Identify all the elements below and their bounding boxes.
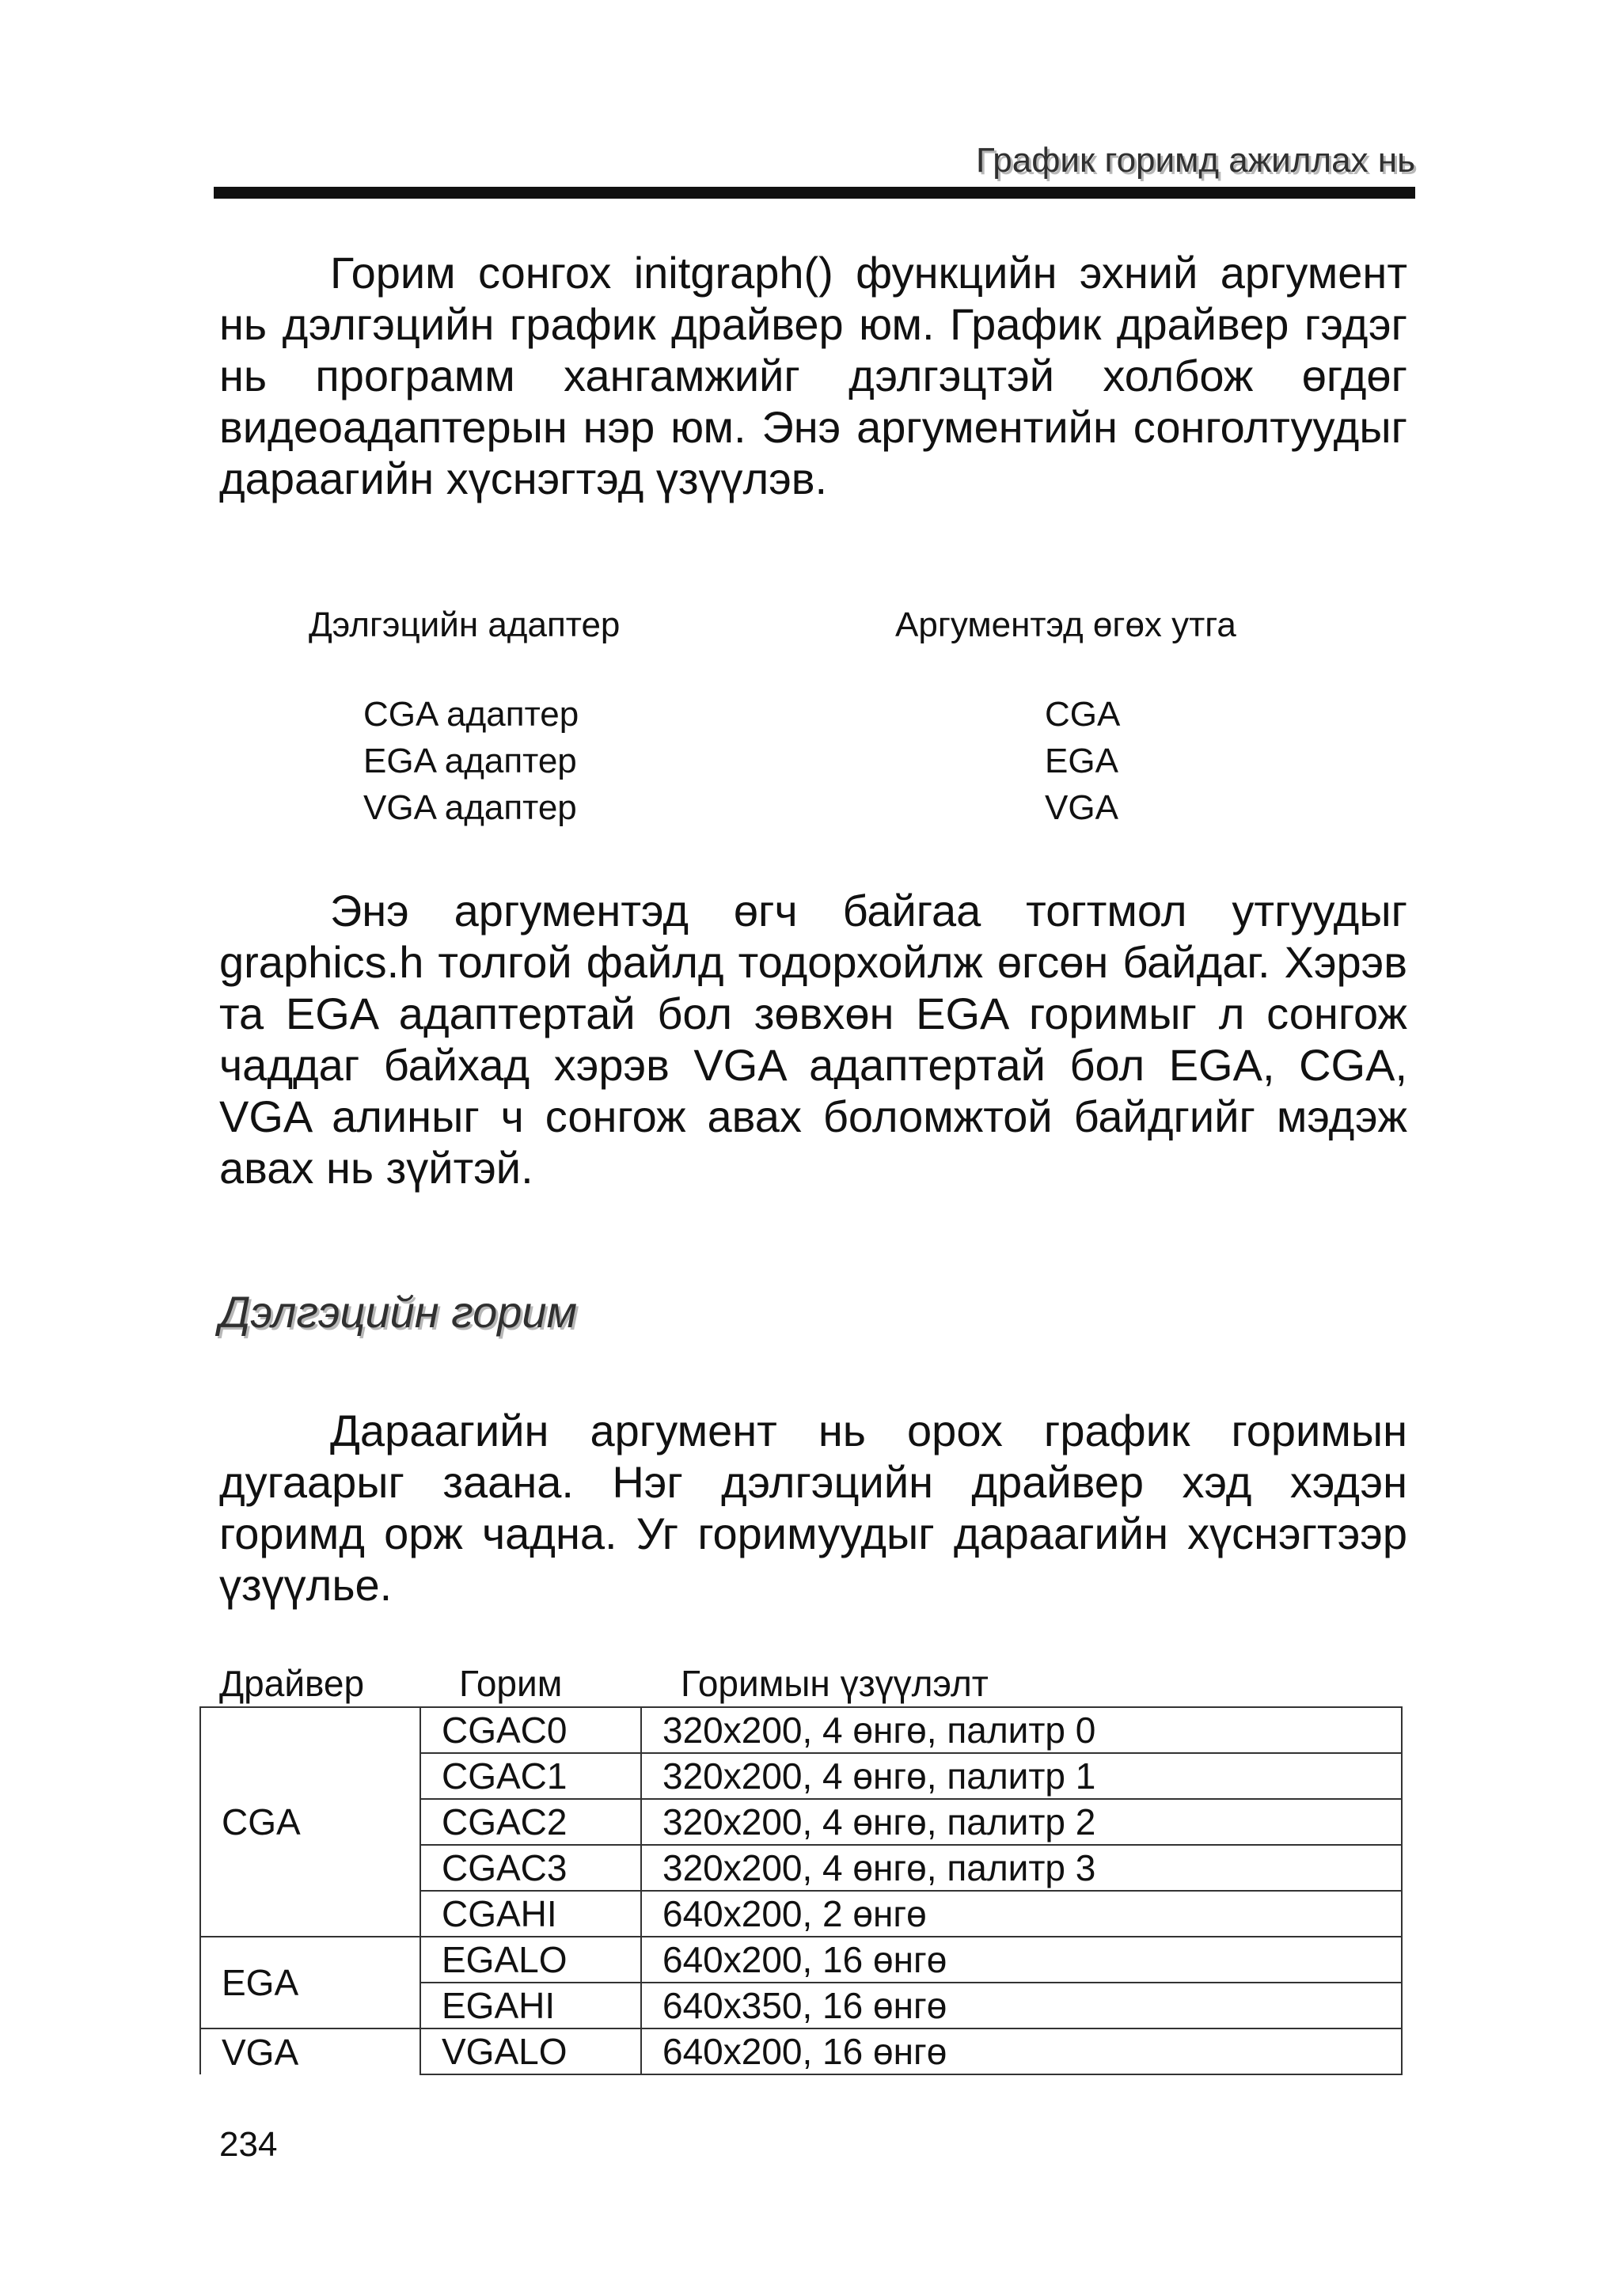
mode-cell: CGAC3 [420, 1845, 641, 1891]
paragraph-modes [219, 1405, 1407, 1611]
mode-description-cell: 320x200, 4 өнгө, палитр 2 [641, 1799, 1402, 1845]
modes-table [199, 1706, 1403, 2075]
adapter-row-name: VGA адаптер [363, 788, 577, 827]
mode-cell: VGALO [420, 2028, 641, 2074]
adapter-row-value: CGA [1045, 695, 1121, 734]
table-row [200, 1937, 1402, 1983]
mode-cell: CGAC1 [420, 1753, 641, 1799]
modes-header-description: Горимын үзүүлэлт [681, 1663, 989, 1704]
mode-description-cell: 640x200, 2 өнгө [641, 1891, 1402, 1937]
page-number: 234 [219, 2125, 278, 2164]
section-heading: Дэлгэцийн горим [219, 1287, 577, 1337]
adapter-row-value: EGA [1045, 742, 1118, 780]
mode-cell: CGAC2 [420, 1799, 641, 1845]
driver-cell: VGA [200, 2028, 420, 2074]
paragraph-graphics-h-text: Энэ аргументэд өгч байгаа тогтмол утгуудыг graphics.h толгой файлд тодорхойлж өгсөн байдаг. Хэрэв та EGA адаптертай бол зөвхөн EGA горимыг л сонгож чаддаг байхад хэрэв VGA адаптертай бол EGA, CGA, VGA алиныг ч сонгож авах боломжтой байдгийг мэдэж авах нь зүйтэй. [219, 886, 1407, 1193]
paragraph-initgraph [219, 247, 1407, 504]
running-header: График горимд ажиллах нь [975, 141, 1415, 180]
adapter-header-adapter: Дэлгэцийн адаптер [309, 605, 621, 644]
paragraph-initgraph-text: Горим сонгох initgraph() функцийн эхний аргумент нь дэлгэцийн график драйвер юм. График драйвер гэдэг нь программ хангамжийг дэлгэцтэй холбож өгдөг видеоадаптерын нэр юм. Энэ аргументийн сонголтуудыг дараагийн хүснэгтэд үзүүлэв. [219, 248, 1407, 503]
adapter-row-name: EGA адаптер [363, 742, 577, 780]
driver-cell: CGA [200, 1707, 420, 1937]
mode-description-cell: 640x200, 16 өнгө [641, 2028, 1402, 2074]
mode-description-cell: 320x200, 4 өнгө, палитр 1 [641, 1753, 1402, 1799]
adapter-row-value: VGA [1045, 788, 1118, 827]
modes-header-mode: Горим [459, 1663, 563, 1704]
paragraph-graphics-h [219, 885, 1407, 1194]
driver-cell: EGA [200, 1937, 420, 2028]
header-rule [214, 187, 1415, 199]
adapter-header-value: Аргументэд өгөх утга [895, 605, 1236, 644]
modes-header-driver: Драйвер [219, 1663, 365, 1704]
table-row [200, 1707, 1402, 1753]
mode-cell: EGAHI [420, 1983, 641, 2028]
mode-description-cell: 640x200, 16 өнгө [641, 1937, 1402, 1983]
mode-cell: CGAHI [420, 1891, 641, 1937]
table-row [200, 2028, 1402, 2074]
paragraph-modes-text: Дараагийн аргумент нь орох график горимын дугаарыг заана. Нэг дэлгэцийн драйвер хэд хэдэн горимд орж чадна. Уг горимуудыг дараагийн хүснэгтээр үзүүлье. [219, 1406, 1407, 1610]
mode-description-cell: 320x200, 4 өнгө, палитр 3 [641, 1845, 1402, 1891]
mode-description-cell: 640x350, 16 өнгө [641, 1983, 1402, 2028]
mode-description-cell: 320x200, 4 өнгө, палитр 0 [641, 1707, 1402, 1753]
mode-cell: EGALO [420, 1937, 641, 1983]
mode-cell: CGAC0 [420, 1707, 641, 1753]
adapter-row-name: CGA адаптер [363, 695, 579, 734]
